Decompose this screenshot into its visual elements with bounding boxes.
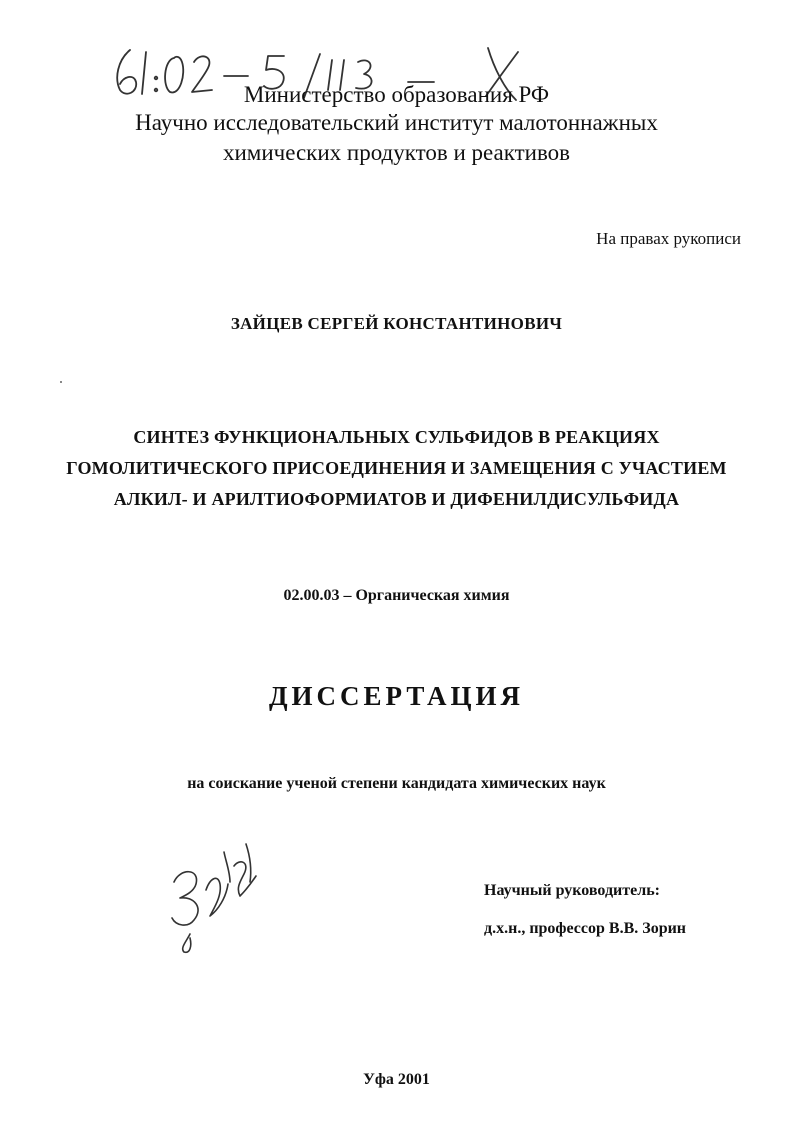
city-and-year: Уфа 2001 [363,1071,430,1088]
title-line-3: АЛКИЛ- И АРИЛТИОФОРМИАТОВ И ДИФЕНИЛДИСУЛЬФИДА [113,489,680,509]
manuscript-rights-note: На правах рукописи [596,229,741,248]
signature-drawing [160,838,270,956]
title-line-2: ГОМОЛИТИЧЕСКОГО ПРИСОЕДИНЕНИЯ И ЗАМЕЩЕНИЯ С УЧАСТИЕМ [66,458,727,478]
degree-statement: на соискание ученой степени кандидата химических наук [187,775,606,792]
scan-speck [60,381,62,383]
handwritten-signature [160,838,270,956]
specialty-code: 02.00.03 – Органическая химия [283,587,510,604]
institute-line-2: химических продуктов и реактивов [222,140,571,165]
supervisor-label: Научный руководитель: [484,882,660,899]
institute-line-1: Научно исследовательский институт малотоннажных [135,110,658,135]
author-name: ЗАЙЦЕВ СЕРГЕЙ КОНСТАНТИНОВИЧ [230,314,563,333]
dissertation-title [0,422,793,515]
institute-name [0,108,793,168]
ministry-name: Министерство образования РФ [243,82,550,107]
supervisor-name: д.х.н., профессор В.В. Зорин [484,920,687,937]
supervisor-block [484,872,686,948]
title-line-1: СИНТЕЗ ФУНКЦИОНАЛЬНЫХ СУЛЬФИДОВ В РЕАКЦИЯХ [133,427,660,447]
document-type: ДИССЕРТАЦИЯ [268,681,525,711]
